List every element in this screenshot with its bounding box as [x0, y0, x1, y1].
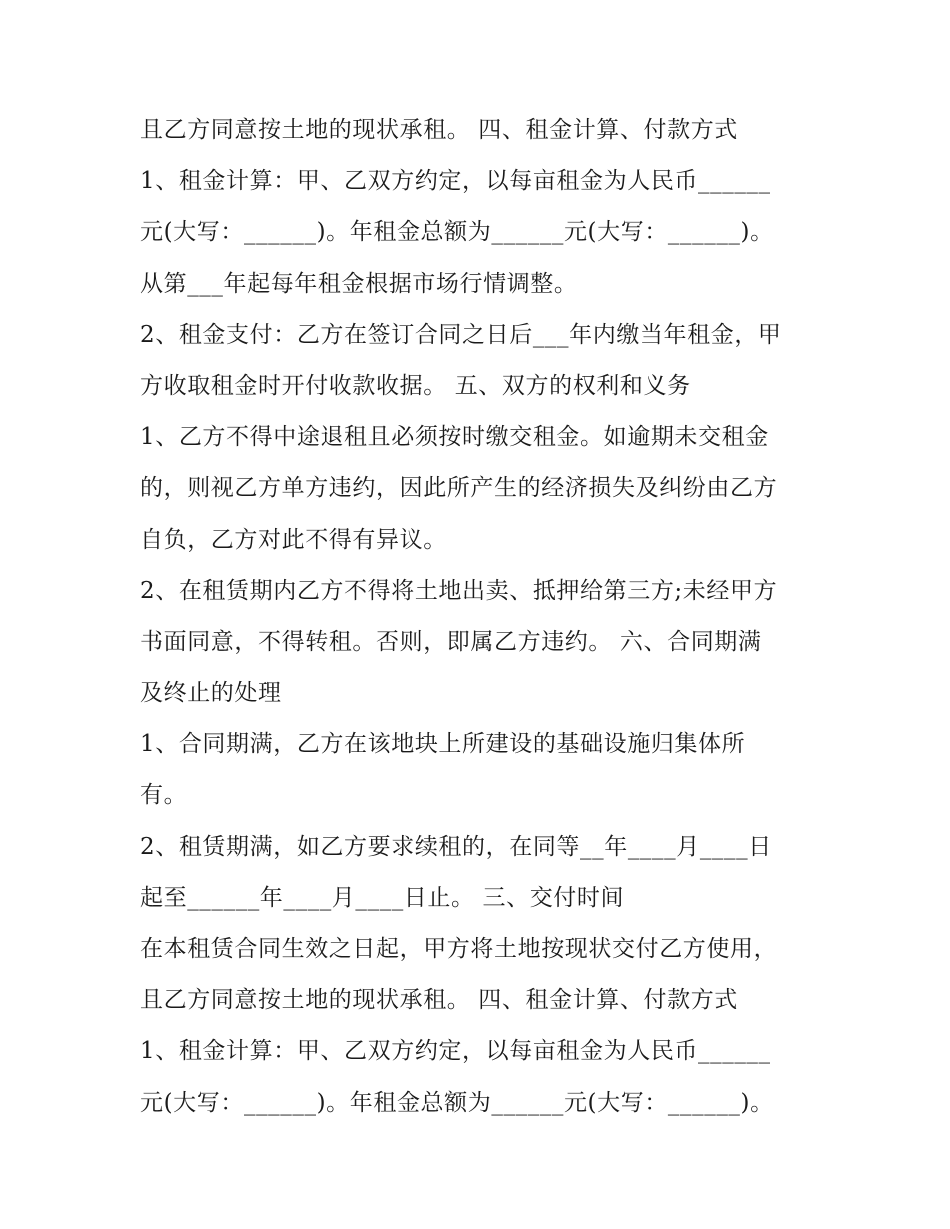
- text-line: 的，则视乙方单方违约，因此所产生的经济损失及纠纷由乙方: [140, 475, 778, 502]
- text-line: 且乙方同意按土地的现状承租。 四、租金计算、付款方式: [140, 987, 738, 1014]
- text-line: 书面同意，不得转租。否则，即属乙方违约。 六、合同期满: [140, 628, 762, 655]
- text-line: 1、乙方不得中途退租且必须按时缴交租金。如逾期未交租金: [140, 424, 769, 451]
- text-line: 1、合同期满，乙方在该地块上所建设的基础设施归集体所: [140, 731, 746, 758]
- text-line: 2、租赁期满，如乙方要求续租的，在同等__年____月____日: [140, 833, 772, 860]
- text-line: 1、租金计算：甲、乙双方约定，以每亩租金为人民币______: [140, 168, 771, 195]
- text-line: 在本租赁合同生效之日起，甲方将土地按现状交付乙方使用，: [140, 936, 778, 962]
- text-line: 有。: [140, 782, 188, 809]
- contract-text-body: [140, 109, 820, 1133]
- text-line: 1、租金计算：甲、乙双方约定，以每亩租金为人民币______: [140, 1038, 771, 1065]
- text-line: 元(大写：______)。年租金总额为______元(大写：______)。: [140, 219, 774, 246]
- text-line: 元(大写：______)。年租金总额为______元(大写：______)。: [140, 1089, 774, 1116]
- text-line: 方收取租金时开付收款收据。 五、双方的权利和义务: [140, 372, 691, 399]
- text-line: 自负，乙方对此不得有异议。: [140, 526, 447, 553]
- text-line: 起至______年____月____日止。 三、交付时间: [140, 884, 625, 911]
- text-line: 及终止的处理: [140, 680, 282, 707]
- text-line: 从第___年起每年租金根据市场行情调整。: [140, 270, 578, 297]
- text-line: 2、在租赁期内乙方不得将土地出卖、抵押给第三方;未经甲方: [140, 577, 778, 604]
- text-line: 且乙方同意按土地的现状承租。 四、租金计算、付款方式: [140, 117, 738, 143]
- text-line: 2、租金支付：乙方在签订合同之日后___年内缴当年租金，甲: [140, 321, 782, 348]
